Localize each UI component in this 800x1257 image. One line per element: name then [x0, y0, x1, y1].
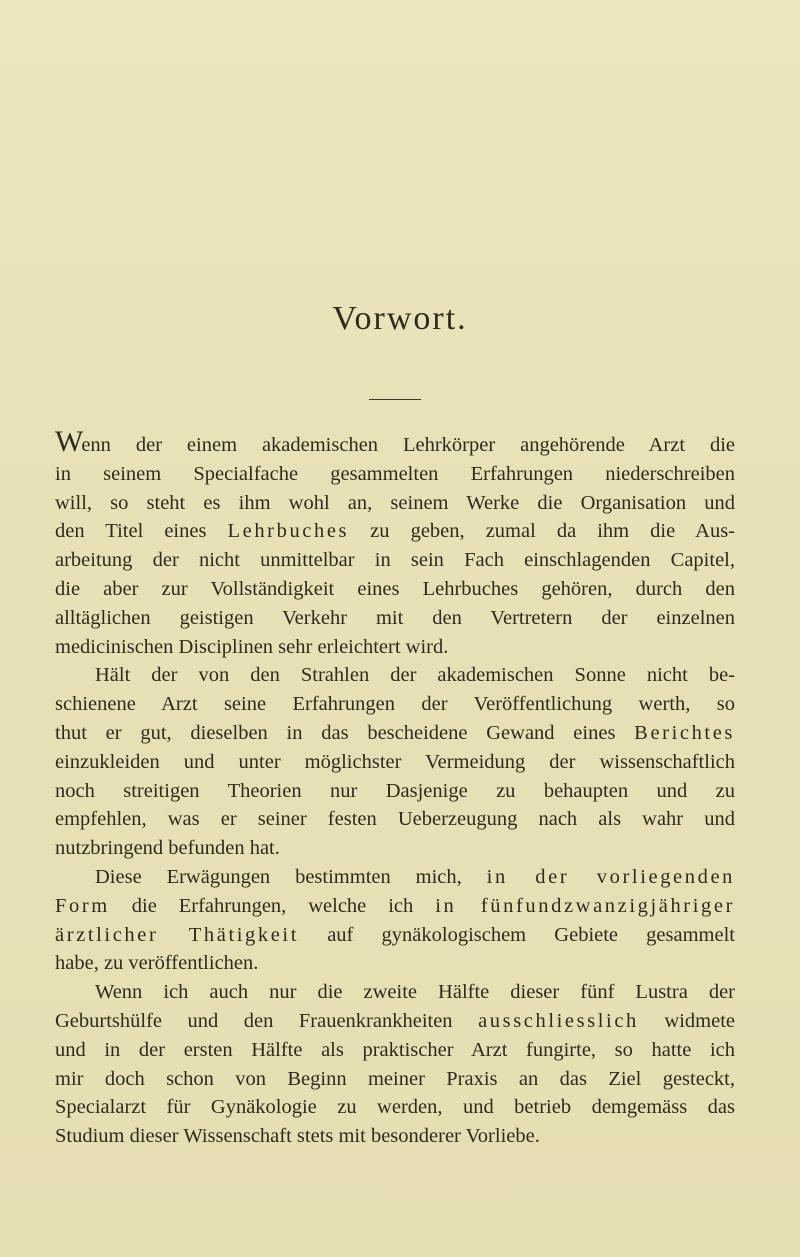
- paragraph: [55, 661, 735, 863]
- title-rule: [369, 399, 421, 400]
- spaced-emphasis: ausschliesslich: [478, 1009, 639, 1032]
- text-line: schienene Arzt seine Erfahrungen der Veröffentlichung werth, so: [55, 693, 735, 716]
- drop-cap: W: [55, 425, 82, 458]
- paragraph: [55, 425, 735, 661]
- text-line: und in der ersten Hälfte als praktischer Arzt fungirte, so hatte ich: [55, 1038, 735, 1061]
- spaced-emphasis: Form: [55, 894, 110, 917]
- text-line: Diese Erwägungen bestimmten mich, in der vorliegenden: [95, 865, 735, 888]
- text-line: habe, zu veröffentlichen.: [55, 952, 259, 975]
- spaced-emphasis: Berichtes: [634, 721, 735, 744]
- text-line: arbeitung der nicht unmittelbar in sein Fach einschlagenden Capitel,: [55, 549, 735, 572]
- spaced-emphasis: ärztlicher Thätigkeit: [55, 923, 300, 946]
- text-line: in seinem Specialfache gesammelten Erfahrungen niederschreiben: [55, 462, 735, 485]
- text-line: Hält der von den Strahlen der akademischen Sonne nicht be-: [95, 664, 735, 687]
- spaced-emphasis: in der vorliegenden: [486, 865, 735, 888]
- text-line: Specialarzt für Gynäkologie zu werden, und betrieb demgemäss das: [55, 1096, 735, 1119]
- paragraph: [55, 978, 735, 1151]
- text-line: Studium dieser Wissenschaft stets mit besonderer Vorliebe.: [55, 1125, 540, 1148]
- text-line: will, so steht es ihm wohl an, seinem Werke die Organisation und: [55, 491, 735, 514]
- text-line: noch streitigen Theorien nur Dasjenige zu behaupten und zu: [55, 779, 735, 802]
- text-line: Wenn der einem akademischen Lehrkörper angehörende Arzt die: [55, 425, 735, 458]
- page-title: Vorwort.: [332, 300, 468, 337]
- text-line: thut er gut, dieselben in das bescheidene Gewand eines Berichtes: [55, 721, 735, 744]
- text-line: Wenn ich auch nur die zweite Hälfte dieser fünf Lustra der: [95, 981, 735, 1004]
- preface-text: [55, 425, 736, 1151]
- text-line: ärztlicher Thätigkeit auf gynäkologischem Gebiete gesammelt: [55, 923, 735, 946]
- text-line: empfehlen, was er seiner festen Ueberzeugung nach als wahr und: [55, 808, 735, 831]
- text-line: Form die Erfahrungen, welche ich in fünfundzwanzigjähriger: [55, 894, 736, 917]
- spaced-emphasis: Lehrbuches: [227, 520, 350, 543]
- text-line: die aber zur Vollständigkeit eines Lehrbuches gehören, durch den: [55, 577, 735, 600]
- text-line: medicinischen Disciplinen sehr erleichtert wird.: [55, 635, 449, 658]
- text-line: alltäglichen geistigen Verkehr mit den Vertretern der einzelnen: [55, 606, 735, 629]
- text-line: nutzbringend befunden hat.: [55, 837, 280, 860]
- spaced-emphasis: in fünfundzwanzigjähriger: [435, 894, 736, 917]
- paragraph: [55, 863, 735, 978]
- text-line: Geburtshülfe und den Frauenkrankheiten ausschliesslich widmete: [55, 1009, 735, 1032]
- text-line: einzukleiden und unter möglichster Vermeidung der wissenschaftlich: [55, 750, 735, 773]
- text-line: den Titel eines Lehrbuches zu geben, zumal da ihm die Aus-: [55, 520, 735, 543]
- text-line: mir doch schon von Beginn meiner Praxis an das Ziel gesteckt,: [55, 1067, 735, 1090]
